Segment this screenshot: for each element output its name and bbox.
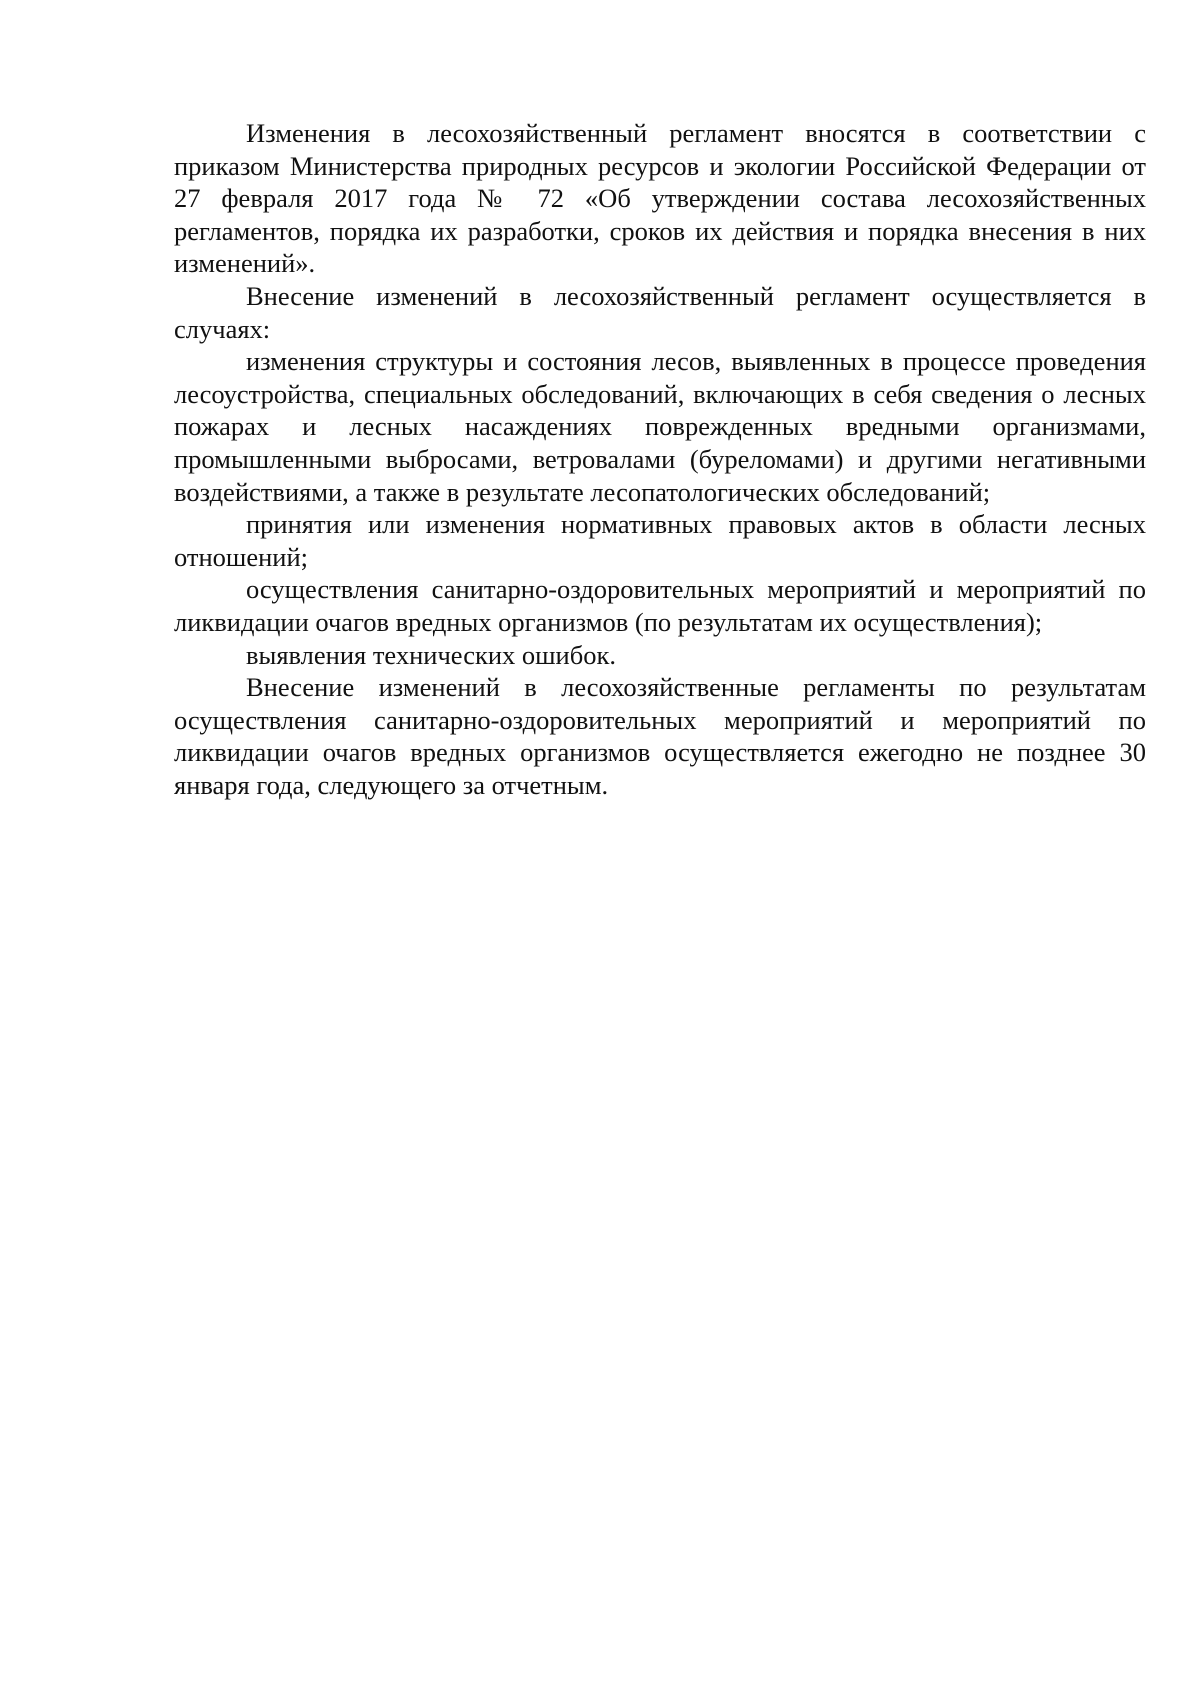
list-item-sanitary-measures: осуществления санитарно-оздоровительных мероприятий и мероприятий по ликвидации очагов вредных организмов (по результатам их осуществления); [174,574,1146,637]
paragraph-amendment-basis: Изменения в лесохозяйственный регламент вносятся в соответствии с приказом Министерства природных ресурсов и экологии Российской Федерации от 27 февраля 2017 года № 72 «Об утверждении состава лесохозяйственных регламентов, порядка их разработки, сроков их действия и порядка внесения в них изменений». [174,118,1146,279]
document-body [174,117,1146,801]
paragraph-annual-deadline: Внесение изменений в лесохозяйственные регламенты по результатам осуществления санитарно-оздоровительных мероприятий и мероприятий по ликвидации очагов вредных организмов осуществляется ежегодно не позднее 30 января года, следующего за отчетным. [174,672,1146,800]
paragraph-amendment-cases-intro: Внесение изменений в лесохозяйственный регламент осуществляется в случаях: [174,280,1146,344]
list-item-forest-structure-changes: изменения структуры и состояния лесов, выявленных в процессе проведения лесоустройства, специальных обследований, включающих в себя сведения о лесных пожарах и лесных насаждениях поврежденных вредными организмами, промышленными выбросами, ветровалами (буреломами) и другими негативными воздействиями, а также в результате лесопатологических обследований; [174,346,1146,507]
list-item-regulatory-acts: принятия или изменения нормативных правовых актов в области лесных отношений; [174,509,1146,572]
list-item-technical-errors: выявления технических ошибок. [246,639,616,670]
